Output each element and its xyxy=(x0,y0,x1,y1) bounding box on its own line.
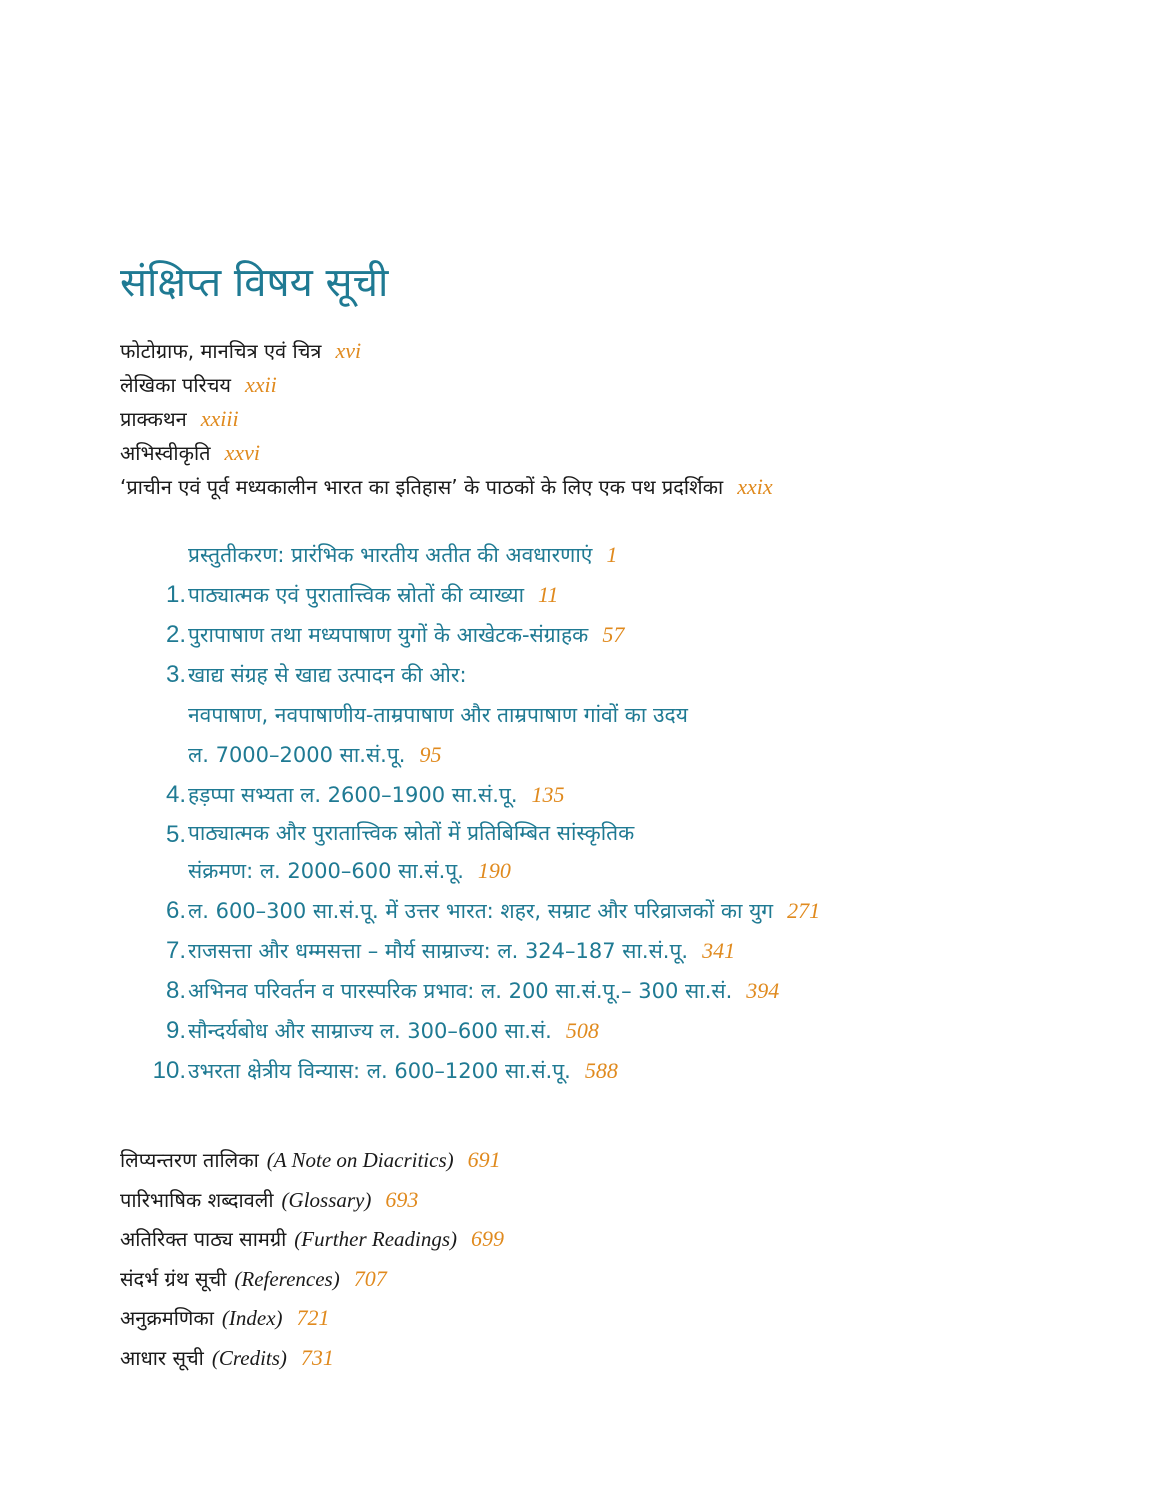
page-number: 707 xyxy=(353,1265,387,1291)
chapter-entry[interactable] xyxy=(120,1051,820,1091)
entry-label: उभरता क्षेत्रीय विन्यास: ल. 600–1200 सा.सं.पू. xyxy=(188,1059,571,1083)
chapter-entry[interactable] xyxy=(120,815,820,891)
entry-english: (A Note on Diacritics) xyxy=(266,1148,454,1172)
entry-english: (References) xyxy=(234,1266,340,1291)
front-matter-item[interactable] xyxy=(120,470,773,504)
entry-label: फोटोग्राफ, मानचित्र एवं चित्र xyxy=(120,339,322,363)
page-number: 394 xyxy=(746,978,780,1003)
entry-label: पुरापाषाण तथा मध्यपाषाण युगों के आखेटक-संग्राहक xyxy=(188,623,589,647)
chapter-entry[interactable] xyxy=(120,931,820,971)
back-matter-item[interactable] xyxy=(120,1259,504,1299)
page-number: xvi xyxy=(335,338,362,363)
intro-entry[interactable] xyxy=(120,535,820,575)
page-number: 508 xyxy=(565,1018,599,1043)
front-matter-item[interactable] xyxy=(120,368,773,402)
page-number: 693 xyxy=(385,1186,419,1212)
chapter-number: 3. xyxy=(165,661,186,688)
page-number: 11 xyxy=(538,582,559,607)
entry-label: प्रस्तुतीकरण: प्रारंभिक भारतीय अतीत की अवधारणाएं xyxy=(188,543,593,567)
entry-label: प्राक्कथन xyxy=(120,407,187,431)
entry-english: (Credits) xyxy=(211,1345,287,1370)
entry-label: संदर्भ ग्रंथ सूची xyxy=(120,1266,227,1291)
page-number: 588 xyxy=(584,1058,618,1083)
front-matter-item[interactable] xyxy=(120,334,773,368)
entry-label: लिप्यन्तरण तालिका xyxy=(120,1148,259,1172)
entry-label: ‘प्राचीन एवं पूर्व मध्यकालीन भारत का इतिहास’ के पाठकों के लिए एक पथ प्रदर्शिका xyxy=(120,475,724,499)
chapter-entry[interactable] xyxy=(120,891,820,931)
page-number: xxii xyxy=(245,372,277,397)
entry-label: पाठ्यात्मक एवं पुरातात्त्विक स्रोतों की व्याख्या xyxy=(188,583,525,607)
entry-english: (Further Readings) xyxy=(294,1227,458,1251)
entry-label: अतिरिक्त पाठ्य सामग्री xyxy=(120,1227,287,1251)
entry-label: पारिभाषिक शब्दावली xyxy=(120,1187,274,1212)
entry-label-line: नवपाषाण, नवपाषाणीय-ताम्रपाषाण और ताम्रपाषाण गांवों का उदय xyxy=(188,703,688,727)
page-number: xxix xyxy=(737,474,773,499)
chapter-number: 9. xyxy=(165,1017,186,1044)
page-number: xxvi xyxy=(224,440,260,465)
page-number: 95 xyxy=(419,742,442,767)
chapter-entry[interactable] xyxy=(120,971,820,1011)
page-number: 271 xyxy=(787,898,821,923)
page-number: 341 xyxy=(702,938,736,963)
back-matter-list xyxy=(120,1140,504,1377)
page-number: xxiii xyxy=(200,406,239,431)
chapter-number: 2. xyxy=(165,621,186,648)
chapter-number xyxy=(120,535,186,575)
page-number: 57 xyxy=(602,622,625,647)
entry-label: सौन्दर्यबोध और साम्राज्य ल. 300–600 सा.सं. xyxy=(188,1019,552,1043)
entry-label: संक्रमण: ल. 2000–600 सा.सं.पू. xyxy=(188,859,464,883)
entry-label: अभिस्वीकृति xyxy=(120,441,211,465)
chapter-number: 10. xyxy=(152,1057,186,1084)
page-title: संक्षिप्त विषय सूची xyxy=(120,259,389,306)
back-matter-item[interactable] xyxy=(120,1338,504,1378)
chapter-entry[interactable] xyxy=(120,575,820,615)
entry-label: आधार सूची xyxy=(120,1345,204,1370)
entry-english: (Glossary) xyxy=(281,1187,372,1212)
front-matter-item[interactable] xyxy=(120,436,773,470)
chapter-entry[interactable] xyxy=(120,1011,820,1051)
back-matter-item[interactable] xyxy=(120,1219,504,1259)
entry-label: अनुक्रमणिका xyxy=(120,1306,214,1330)
front-matter-item[interactable] xyxy=(120,402,773,436)
page-number: 135 xyxy=(531,782,565,807)
entry-english: (Index) xyxy=(221,1306,283,1330)
entry-label-line: खाद्य संग्रह से खाद्य उत्पादन की ओर: xyxy=(188,663,467,687)
chapter-entry[interactable] xyxy=(120,775,820,815)
entry-label: ल. 600–300 सा.सं.पू. में उत्तर भारत: शहर, सम्राट और परिव्राजकों का युग xyxy=(188,899,774,923)
chapter-number: 1. xyxy=(165,581,186,608)
entry-label: राजसत्ता और धम्मसत्ता – मौर्य साम्राज्य: ल. 324–187 सा.सं.पू. xyxy=(188,939,689,963)
chapter-number: 7. xyxy=(165,937,186,964)
front-matter-list xyxy=(120,334,773,504)
entry-label: अभिनव परिवर्तन व पारस्परिक प्रभाव: ल. 200 सा.सं.पू.– 300 सा.सं. xyxy=(188,979,733,1003)
entry-label-line: पाठ्यात्मक और पुरातात्त्विक स्रोतों में प्रतिबिम्बित सांस्कृतिक xyxy=(188,821,635,845)
entry-label: ल. 7000–2000 सा.सं.पू. xyxy=(188,743,406,767)
page-number: 731 xyxy=(300,1344,334,1370)
page-number: 190 xyxy=(477,858,511,883)
page-number: 699 xyxy=(471,1226,505,1251)
chapter-number: 4. xyxy=(165,781,186,808)
chapter-number: 8. xyxy=(165,977,186,1004)
chapter-entry[interactable] xyxy=(120,655,820,775)
chapter-entry[interactable] xyxy=(120,615,820,655)
back-matter-item[interactable] xyxy=(120,1298,504,1338)
page-number: 721 xyxy=(296,1305,330,1330)
page-number: 691 xyxy=(467,1147,501,1172)
entry-label: हड़प्पा सभ्यता ल. 2600–1900 सा.सं.पू. xyxy=(188,783,518,807)
page-number: 1 xyxy=(606,542,618,567)
back-matter-item[interactable] xyxy=(120,1140,504,1180)
chapter-number: 6. xyxy=(165,897,186,924)
back-matter-item[interactable] xyxy=(120,1180,504,1220)
entry-label: लेखिका परिचय xyxy=(120,373,232,397)
chapter-list xyxy=(120,535,820,1091)
chapter-number: 5. xyxy=(165,821,186,848)
